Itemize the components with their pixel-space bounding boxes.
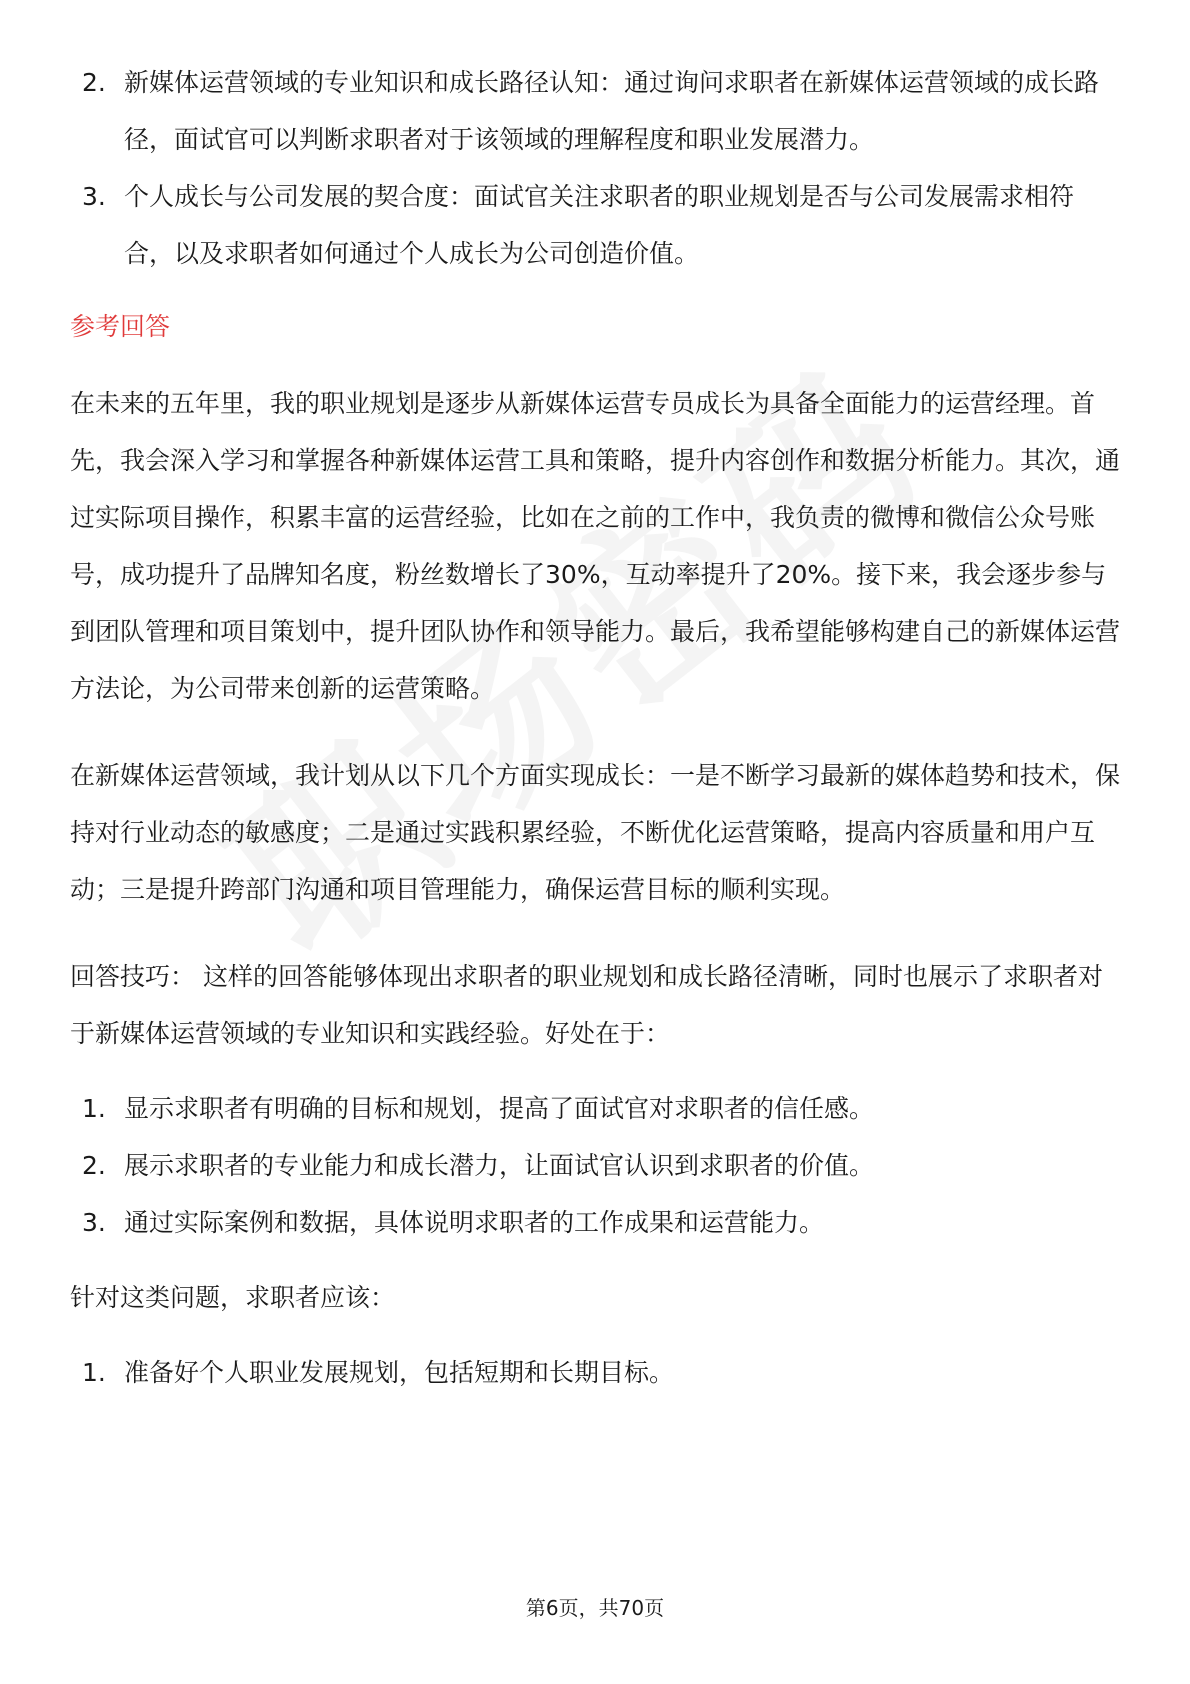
list-item	[70, 54, 1122, 168]
answer-paragraph-1: 在未来的五年里，我的职业规划是逐步从新媒体运营专员成长为具备全面能力的运营经理。首先，我会深入学习和掌握各种新媒体运营工具和策略，提升内容创作和数据分析能力。其次，通过实际项目操作，积累丰富的运营经验，比如在之前的工作中，我负责的微博和微信公众号账号，成功提升了品牌知名度，粉丝数增长了30%，互动率提升了20%。接下来，我会逐步参与到团队管理和项目策划中，提升团队协作和领导能力。最后，我希望能够构建自己的新媒体运营方法论，为公司带来创新的运营策略。	[70, 389, 1121, 703]
list-item	[70, 1344, 1122, 1401]
list-item	[70, 1194, 1122, 1251]
list-item-text: 展示求职者的专业能力和成长潜力，让面试官认识到求职者的价值。	[124, 1151, 875, 1180]
list-number: 2.	[82, 1151, 106, 1180]
list-item	[70, 1137, 1122, 1194]
list-number: 2.	[82, 68, 106, 97]
document-body	[70, 54, 1122, 1401]
page-footer: 第6页，共70页	[525, 1596, 665, 1620]
list-number: 3.	[82, 182, 106, 211]
tips-paragraph: 回答技巧： 这样的回答能够体现出求职者的职业规划和成长路径清晰，同时也展示了求职者对于新媒体运营领域的专业知识和实践经验。好处在于：	[70, 962, 1103, 1048]
list-number: 1.	[82, 1358, 106, 1387]
list-item-text: 个人成长与公司发展的契合度：面试官关注求职者的职业规划是否与公司发展需求相符合，以及求职者如何通过个人成长为公司创造价值。	[124, 182, 1075, 268]
list-item-text: 新媒体运营领域的专业知识和成长路径认知：通过询问求职者在新媒体运营领域的成长路径，面试官可以判断求职者对于该领域的理解程度和职业发展潜力。	[124, 68, 1100, 154]
list-item-text: 通过实际案例和数据，具体说明求职者的工作成果和运营能力。	[124, 1208, 825, 1237]
tips-list	[70, 1080, 1122, 1251]
list-item	[70, 168, 1122, 282]
advice-list	[70, 1344, 1122, 1401]
list-item	[70, 1080, 1122, 1137]
list-item-text: 显示求职者有明确的目标和规划，提高了面试官对求职者的信任感。	[124, 1094, 875, 1123]
list-number: 1.	[82, 1094, 106, 1123]
section-heading: 参考回答	[70, 312, 171, 341]
advice-intro: 针对这类问题，求职者应该：	[70, 1283, 396, 1312]
answer-paragraph-2: 在新媒体运营领域，我计划从以下几个方面实现成长：一是不断学习最新的媒体趋势和技术，保持对行业动态的敏感度；二是通过实践积累经验，不断优化运营策略，提高内容质量和用户互动；三是提升跨部门沟通和项目管理能力，确保运营目标的顺利实现。	[70, 761, 1121, 904]
top-list	[70, 54, 1122, 282]
list-item-text: 准备好个人职业发展规划，包括短期和长期目标。	[124, 1358, 675, 1387]
list-number: 3.	[82, 1208, 106, 1237]
